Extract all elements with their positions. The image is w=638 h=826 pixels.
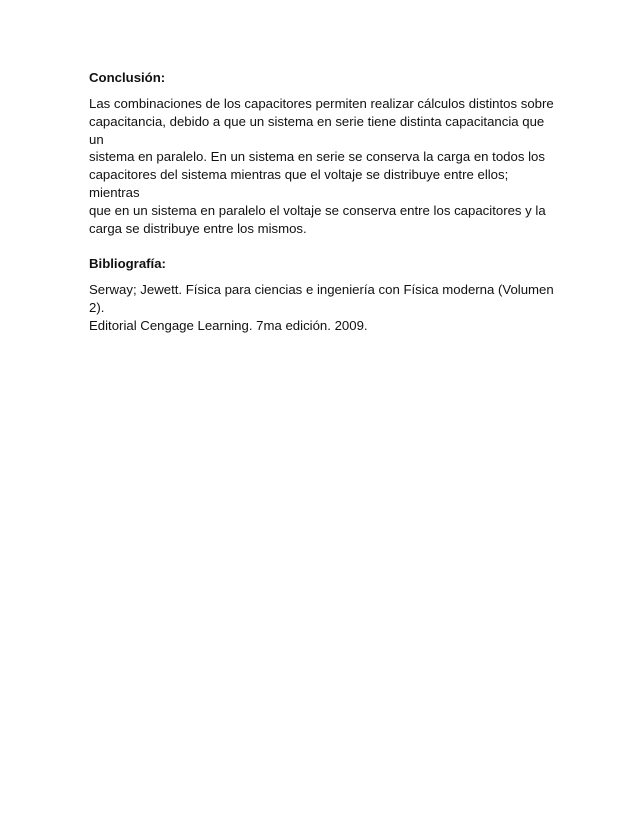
conclusion-section	[89, 68, 559, 237]
bibliography-heading: Bibliografía:	[89, 256, 166, 271]
conclusion-paragraph: Las combinaciones de los capacitores permiten realizar cálculos distintos sobre capacitancia, debido a que un sistema en serie tiene distinta capacitancia que un sistema en paralelo. En un sistema en serie se conserva la carga en todos los capacitores del sistema mientras que el voltaje se distribuye entre ellos; mientras que en un sistema en paralelo el voltaje se conserva entre los capacitores y la carga se distribuye entre los mismos.	[89, 96, 554, 236]
conclusion-heading: Conclusión:	[89, 70, 166, 85]
bibliography-section	[89, 254, 559, 334]
bibliography-reference: Serway; Jewett. Física para ciencias e ingeniería con Física moderna (Volumen 2). Editorial Cengage Learning. 7ma edición. 2009.	[89, 282, 554, 333]
